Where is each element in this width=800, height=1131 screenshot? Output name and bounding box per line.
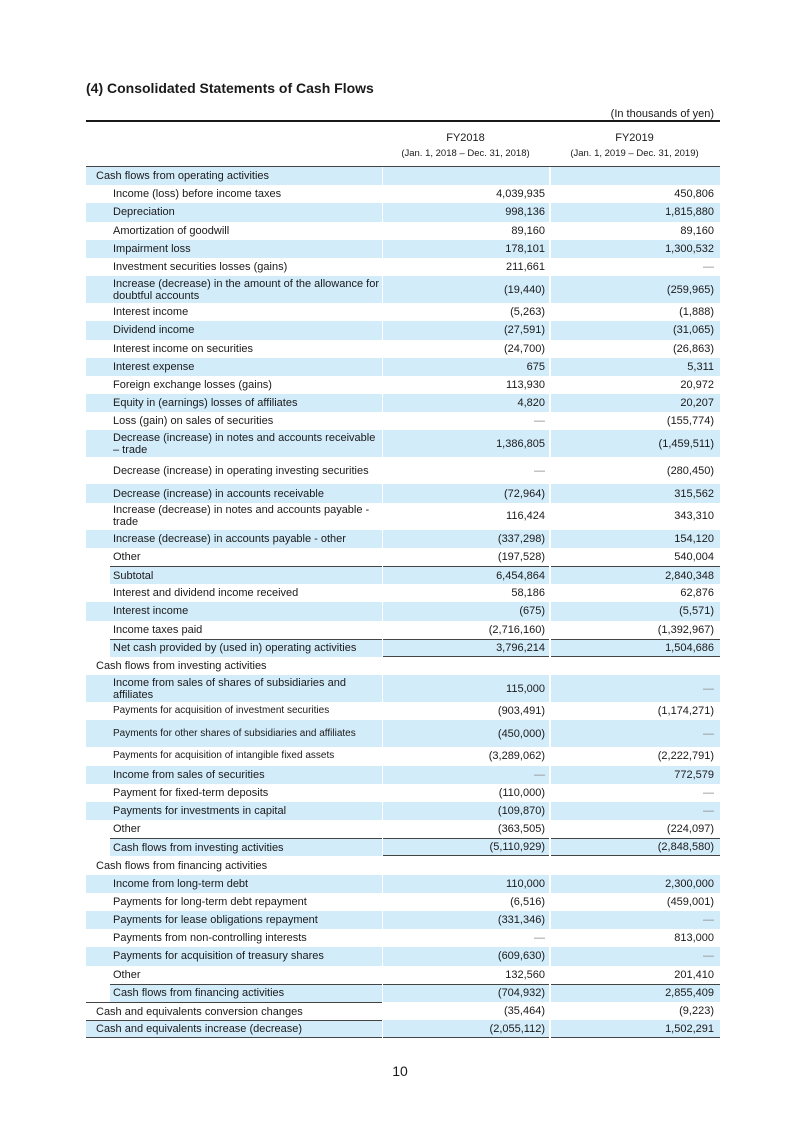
row-label: Decrease (increase) in accounts receivable bbox=[86, 484, 382, 502]
fy2018-value: (24,700) bbox=[504, 342, 545, 355]
row-label: Income from sales of securities bbox=[86, 766, 382, 784]
fy2018-value bbox=[383, 167, 549, 185]
fy2019-value: 2,300,000 bbox=[551, 875, 720, 893]
fy2018-value: (5,263) bbox=[510, 306, 545, 319]
fy2018-value: 178,101 bbox=[383, 240, 549, 258]
fy2018-value: — bbox=[534, 415, 545, 428]
fy2019-value: (2,848,580) bbox=[551, 838, 720, 856]
row-label: Cash flows from investing activities bbox=[96, 660, 267, 673]
table-row bbox=[86, 984, 720, 1002]
column-range-label: (Jan. 1, 2019 – Dec. 31, 2019) bbox=[570, 148, 699, 159]
row-label: Cash flows from operating activities bbox=[86, 167, 382, 185]
row-label: Cash flows from financing activities bbox=[110, 984, 382, 1002]
table-row bbox=[86, 457, 720, 484]
fy2019-value: (26,863) bbox=[673, 342, 714, 355]
table-row bbox=[86, 430, 720, 457]
row-label: Income taxes paid bbox=[113, 623, 203, 636]
table-row bbox=[86, 548, 720, 566]
row-label: Net cash provided by (used in) operating activities bbox=[110, 639, 382, 657]
table-row bbox=[86, 276, 720, 303]
fy2018-value: 116,424 bbox=[506, 510, 545, 523]
fy2018-value: — bbox=[383, 766, 549, 784]
table-row bbox=[86, 702, 720, 720]
fy2019-value: — bbox=[703, 786, 714, 799]
fy2018-value: 110,000 bbox=[383, 875, 549, 893]
row-label: Loss (gain) on sales of securities bbox=[113, 415, 274, 428]
fy2019-value: (5,571) bbox=[551, 602, 720, 620]
table-row bbox=[86, 303, 720, 321]
table-row bbox=[86, 966, 720, 984]
fy2019-value: (2,222,791) bbox=[657, 750, 714, 763]
fy2018-value: 113,930 bbox=[506, 378, 545, 391]
fy2018-value bbox=[383, 657, 549, 675]
fy2019-value: (1,459,511) bbox=[551, 430, 720, 457]
fy2019-value: 20,972 bbox=[680, 378, 714, 391]
table-row bbox=[86, 240, 720, 258]
fy2019-value bbox=[551, 657, 720, 675]
row-label: Decrease (increase) in notes and accounts receivable – trade bbox=[86, 430, 382, 457]
row-label: Payments for acquisition of treasury shares bbox=[86, 947, 382, 965]
table-row bbox=[86, 340, 720, 358]
fy2019-value: 1,300,532 bbox=[551, 240, 720, 258]
row-label: Other bbox=[113, 550, 141, 563]
table-row bbox=[86, 820, 720, 838]
row-label: Other bbox=[113, 968, 141, 981]
fy2019-value: (155,774) bbox=[666, 415, 714, 428]
fy2018-value: (35,464) bbox=[504, 1005, 545, 1018]
fy2019-value: 2,840,348 bbox=[551, 566, 720, 584]
fy2018-value: (450,000) bbox=[383, 720, 549, 747]
row-label: Income (loss) before income taxes bbox=[113, 188, 282, 201]
table-row bbox=[86, 747, 720, 765]
row-label: Equity in (earnings) losses of affiliates bbox=[86, 394, 382, 412]
fy2019-value: 813,000 bbox=[674, 932, 714, 945]
row-label: Payment for fixed-term deposits bbox=[113, 786, 269, 799]
fy2019-value: — bbox=[551, 947, 720, 965]
table-row bbox=[86, 412, 720, 430]
fy2018-value: (337,298) bbox=[383, 530, 549, 548]
row-label: Payments for acquisition of investment securities bbox=[113, 705, 330, 717]
fy2018-value bbox=[383, 856, 549, 874]
fy2019-value: (31,065) bbox=[551, 321, 720, 339]
table-row bbox=[86, 258, 720, 276]
page-number: 10 bbox=[392, 1063, 408, 1079]
fy2019-value: 343,310 bbox=[674, 510, 714, 523]
fy2018-value: 132,560 bbox=[505, 968, 545, 981]
table-row bbox=[86, 1020, 720, 1038]
table-row bbox=[86, 321, 720, 339]
fy2018-value: (197,528) bbox=[497, 550, 545, 563]
fy2018-value: (704,932) bbox=[383, 984, 549, 1002]
row-label: Increase (decrease) in accounts payable - other bbox=[86, 530, 382, 548]
fy2018-value: 1,386,805 bbox=[383, 430, 549, 457]
fy2019-value: — bbox=[551, 802, 720, 820]
fy2018-value: (609,630) bbox=[383, 947, 549, 965]
fy2018-value: — bbox=[534, 464, 545, 477]
table-row bbox=[86, 566, 720, 584]
fy2019-value: — bbox=[551, 911, 720, 929]
table-header bbox=[86, 122, 720, 167]
fy2018-value: 3,796,214 bbox=[383, 639, 549, 657]
table-row bbox=[86, 394, 720, 412]
fy2018-value: (110,000) bbox=[498, 786, 545, 799]
table-row bbox=[86, 911, 720, 929]
fy2018-value: (109,870) bbox=[383, 802, 549, 820]
fy2018-value: 211,661 bbox=[506, 261, 545, 274]
fy2019-value: (1,888) bbox=[679, 306, 714, 319]
fy2018-value: 89,160 bbox=[511, 224, 545, 237]
unit-note: (In thousands of yen) bbox=[610, 108, 714, 120]
fy2018-value: (331,346) bbox=[383, 911, 549, 929]
fy2018-value: (27,591) bbox=[383, 321, 549, 339]
table-row bbox=[86, 802, 720, 820]
table-row bbox=[86, 838, 720, 856]
table-row bbox=[86, 784, 720, 802]
row-label: Cash flows from investing activities bbox=[110, 838, 382, 856]
fy2019-value: (9,223) bbox=[679, 1005, 714, 1018]
fy2019-value: 154,120 bbox=[551, 530, 720, 548]
table-row bbox=[86, 530, 720, 548]
fy2019-value: 89,160 bbox=[680, 224, 714, 237]
fy2019-value bbox=[551, 167, 720, 185]
cash-flow-table bbox=[86, 120, 720, 1038]
fy2019-value: (1,392,967) bbox=[657, 623, 714, 636]
table-row bbox=[86, 675, 720, 702]
row-label: Payments for other shares of subsidiaries and affiliates bbox=[86, 720, 382, 747]
table-row bbox=[86, 893, 720, 911]
table-row bbox=[86, 358, 720, 376]
column-header-fy2018 bbox=[382, 130, 549, 162]
table-row bbox=[86, 602, 720, 620]
fy2019-value: — bbox=[551, 720, 720, 747]
fy2018-value: (6,516) bbox=[510, 895, 545, 908]
row-label: Payments for long-term debt repayment bbox=[113, 895, 307, 908]
fy2019-value: (224,097) bbox=[666, 823, 714, 836]
table-row bbox=[86, 185, 720, 203]
row-label: Cash and equivalents increase (decrease) bbox=[86, 1020, 382, 1038]
fy2018-value: (2,716,160) bbox=[488, 623, 545, 636]
table-row bbox=[86, 376, 720, 394]
column-header-fy2019 bbox=[549, 130, 720, 162]
column-fy-label: FY2018 bbox=[446, 132, 485, 144]
row-label: Subtotal bbox=[110, 566, 382, 584]
row-label: Amortization of goodwill bbox=[113, 224, 230, 237]
fy2018-value: 58,186 bbox=[511, 587, 545, 600]
row-label: Increase (decrease) in the amount of the allowance for doubtful accounts bbox=[86, 276, 382, 303]
row-label: Foreign exchange losses (gains) bbox=[113, 378, 272, 391]
row-label: Payments for lease obligations repayment bbox=[86, 911, 382, 929]
fy2019-value: — bbox=[551, 675, 720, 702]
fy2018-value: (19,440) bbox=[383, 276, 549, 303]
fy2018-value: (363,505) bbox=[497, 823, 545, 836]
fy2018-value: (5,110,929) bbox=[383, 838, 549, 856]
fy2018-value: 4,820 bbox=[383, 394, 549, 412]
column-range-label: (Jan. 1, 2018 – Dec. 31, 2018) bbox=[401, 148, 530, 159]
row-label: Increase (decrease) in notes and accounts payable - trade bbox=[113, 504, 370, 529]
fy2018-value: (675) bbox=[383, 602, 549, 620]
fy2019-value: (1,174,271) bbox=[657, 705, 714, 718]
table-body bbox=[86, 167, 720, 1038]
fy2019-value bbox=[551, 856, 720, 874]
row-label: Interest and dividend income received bbox=[113, 587, 299, 600]
row-label: Interest income bbox=[86, 602, 382, 620]
table-row bbox=[86, 657, 720, 675]
row-label: Interest income on securities bbox=[113, 342, 254, 355]
row-label: Dividend income bbox=[86, 321, 382, 339]
table-row bbox=[86, 484, 720, 502]
fy2018-value: 115,000 bbox=[383, 675, 549, 702]
fy2019-value: (259,965) bbox=[551, 276, 720, 303]
table-row bbox=[86, 503, 720, 530]
fy2019-value: 2,855,409 bbox=[551, 984, 720, 1002]
fy2018-value: 998,136 bbox=[383, 203, 549, 221]
fy2019-value: — bbox=[703, 261, 714, 274]
table-row bbox=[86, 1002, 720, 1020]
fy2019-value: 315,562 bbox=[551, 484, 720, 502]
fy2019-value: 540,004 bbox=[674, 550, 714, 563]
table-row bbox=[86, 639, 720, 657]
table-row bbox=[86, 766, 720, 784]
table-row bbox=[86, 621, 720, 639]
row-label: Other bbox=[113, 823, 141, 836]
fy2018-value: (2,055,112) bbox=[383, 1020, 549, 1038]
row-label: Decrease (increase) in operating investing securities bbox=[113, 464, 369, 477]
row-label: Income from long-term debt bbox=[86, 875, 382, 893]
table-row bbox=[86, 875, 720, 893]
fy2019-value: 1,502,291 bbox=[551, 1020, 720, 1038]
table-row bbox=[86, 929, 720, 947]
fy2019-value: (459,001) bbox=[666, 895, 714, 908]
fy2018-value: 6,454,864 bbox=[383, 566, 549, 584]
fy2019-value: 1,504,686 bbox=[551, 639, 720, 657]
fy2018-value: 675 bbox=[383, 358, 549, 376]
fy2019-value: 62,876 bbox=[680, 587, 714, 600]
fy2019-value: 450,806 bbox=[674, 188, 714, 201]
fy2019-value: 5,311 bbox=[551, 358, 720, 376]
row-label: Income from sales of shares of subsidiaries and affiliates bbox=[86, 675, 382, 702]
fy2018-value: (903,491) bbox=[497, 705, 545, 718]
fy2019-value: 1,815,880 bbox=[551, 203, 720, 221]
fy2018-value: — bbox=[534, 932, 545, 945]
fy2018-value: 4,039,935 bbox=[496, 188, 545, 201]
row-label: Interest expense bbox=[86, 358, 382, 376]
table-row bbox=[86, 720, 720, 747]
row-label: Payments for investments in capital bbox=[86, 802, 382, 820]
fy2018-value: (72,964) bbox=[383, 484, 549, 502]
fy2019-value: (280,450) bbox=[666, 464, 714, 477]
fy2019-value: 201,410 bbox=[674, 968, 714, 981]
row-label: Payments from non-controlling interests bbox=[113, 932, 307, 945]
row-label: Cash flows from financing activities bbox=[96, 859, 268, 872]
row-label: Interest income bbox=[113, 306, 189, 319]
table-row bbox=[86, 222, 720, 240]
table-row bbox=[86, 203, 720, 221]
row-label: Impairment loss bbox=[86, 240, 382, 258]
table-row bbox=[86, 856, 720, 874]
fy2019-value: 772,579 bbox=[551, 766, 720, 784]
fy2019-value: 20,207 bbox=[551, 394, 720, 412]
row-label: Investment securities losses (gains) bbox=[113, 261, 288, 274]
column-fy-label: FY2019 bbox=[615, 132, 654, 144]
table-row bbox=[86, 584, 720, 602]
table-row bbox=[86, 167, 720, 185]
row-label: Depreciation bbox=[86, 203, 382, 221]
table-row bbox=[86, 947, 720, 965]
fy2018-value: (3,289,062) bbox=[488, 750, 545, 763]
row-label: Payments for acquisition of intangible fixed assets bbox=[113, 750, 335, 762]
document-title: (4) Consolidated Statements of Cash Flows bbox=[86, 80, 374, 96]
row-label: Cash and equivalents conversion changes bbox=[86, 1002, 382, 1020]
